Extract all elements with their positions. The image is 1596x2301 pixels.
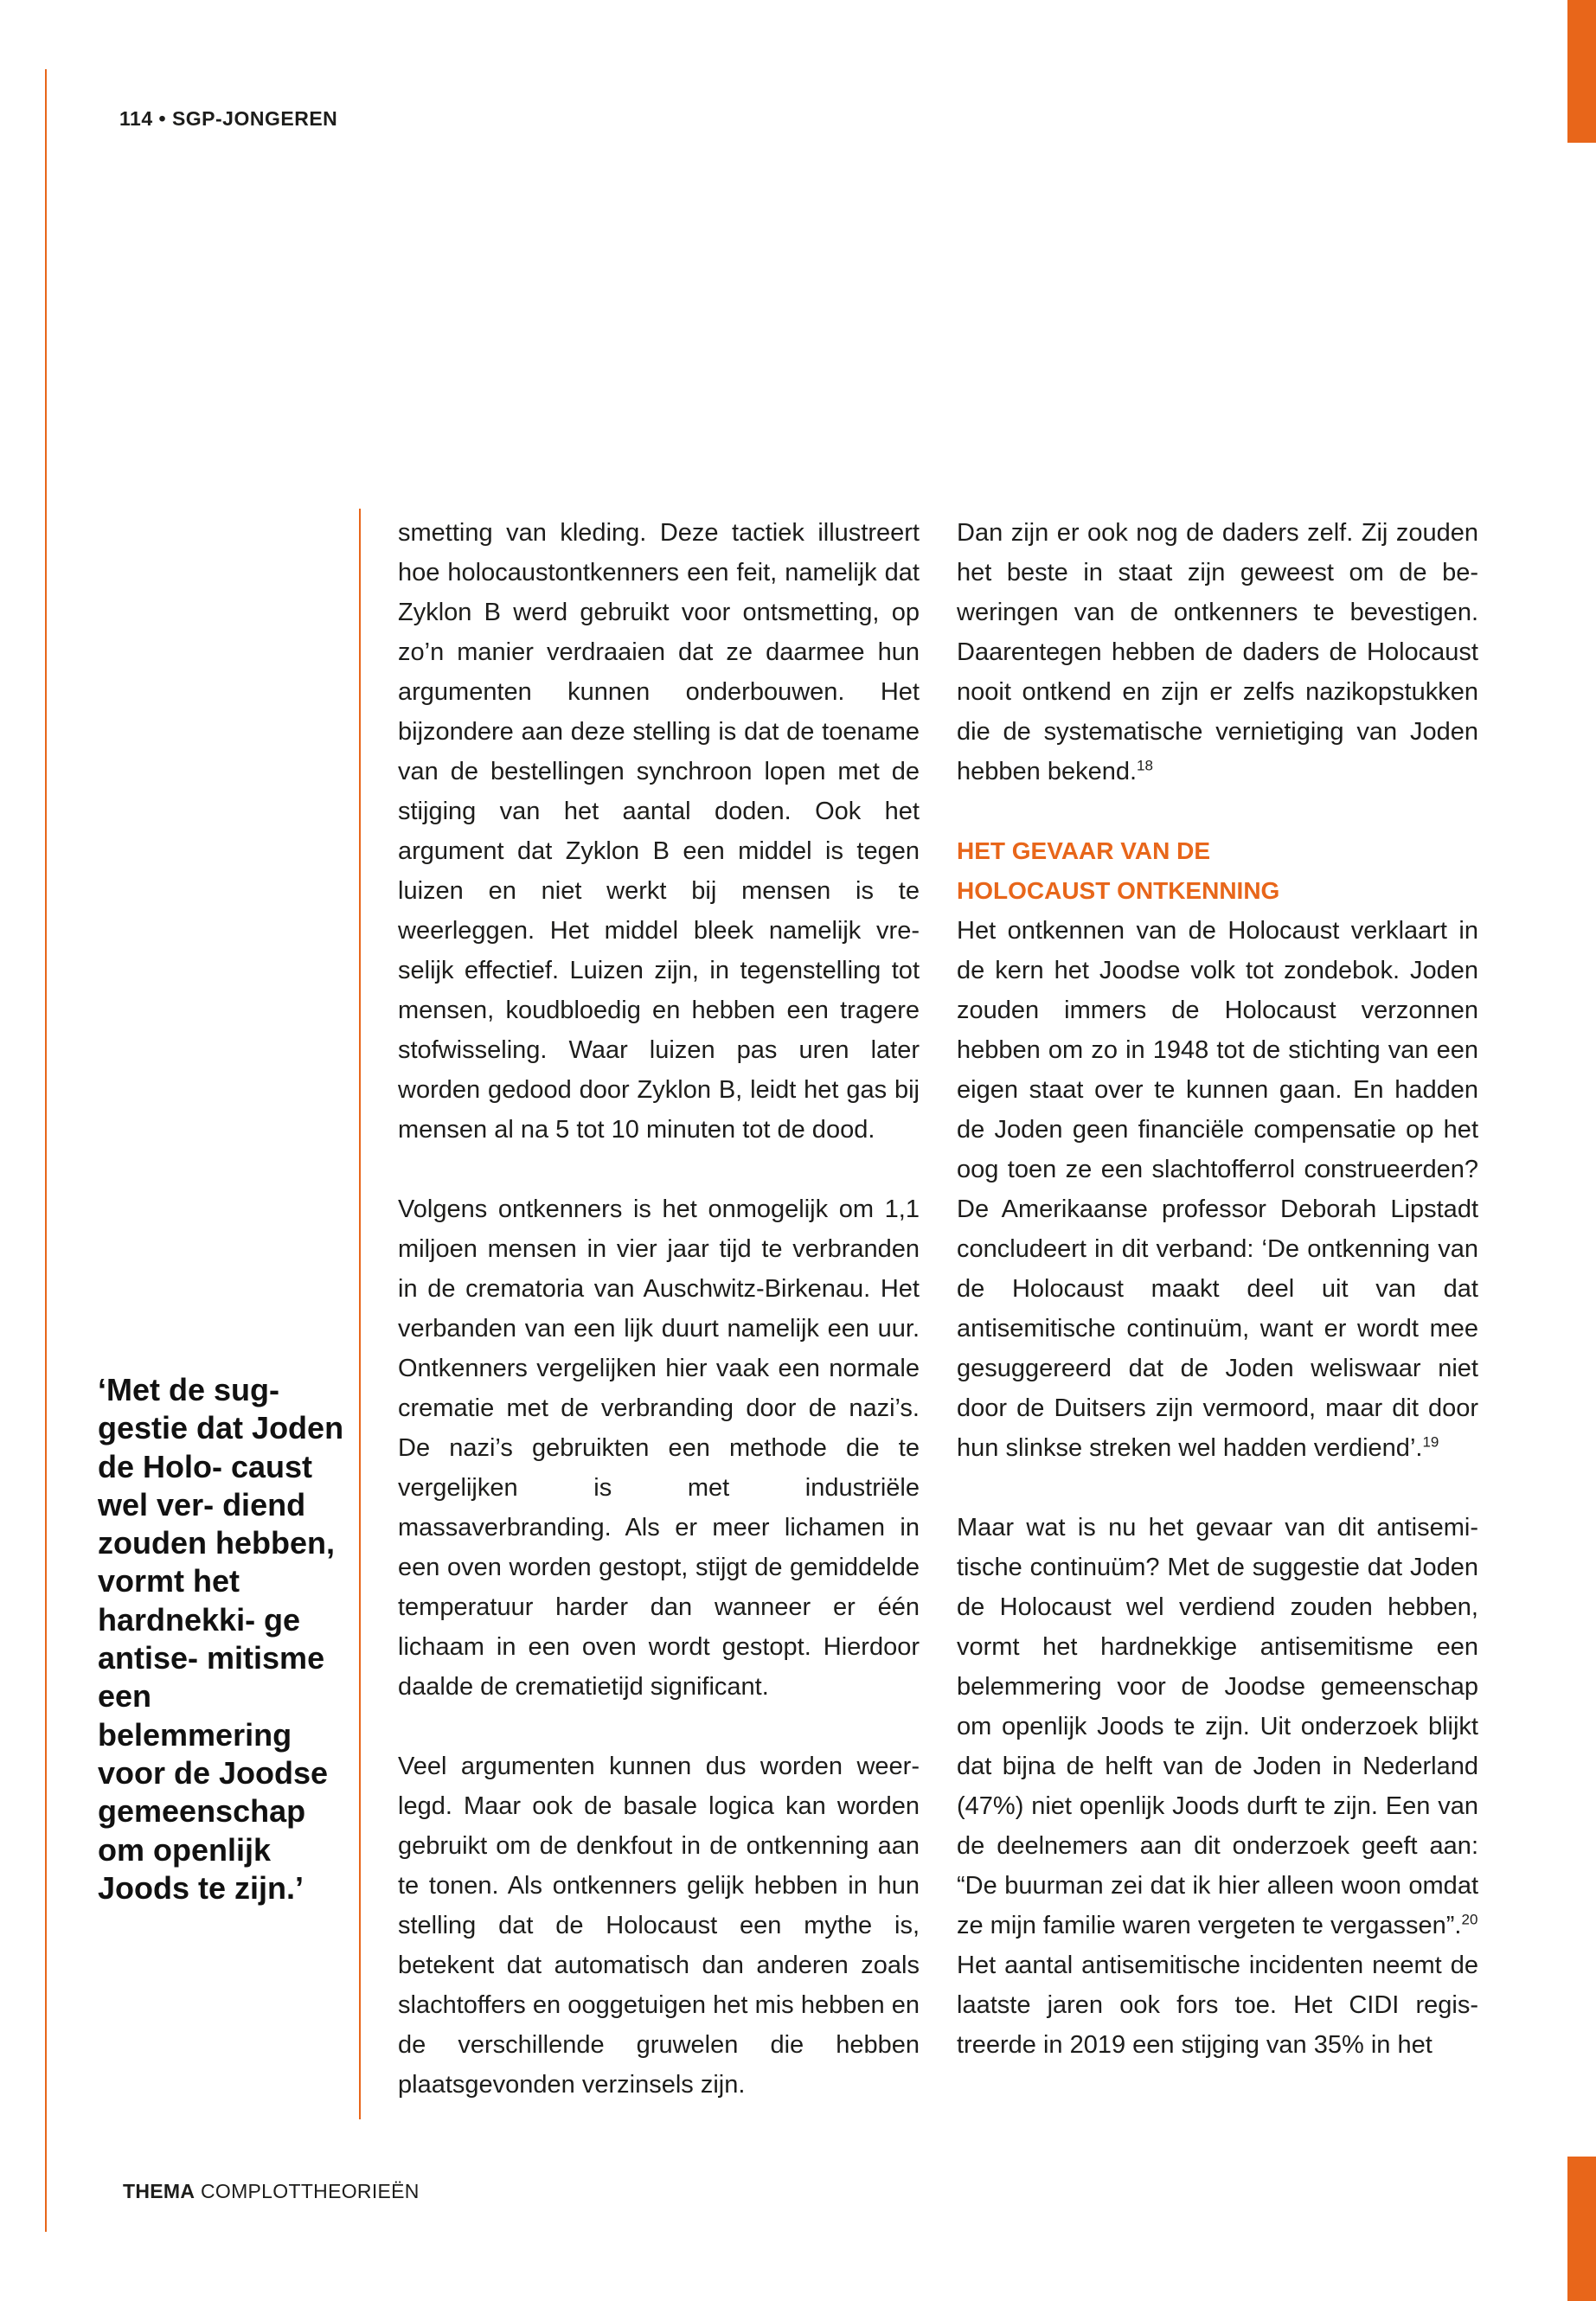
text-column-right	[957, 513, 1478, 2065]
footer-label: COMPLOTTHEORIEËN	[200, 2180, 420, 2202]
footnote-ref: 20	[1461, 1911, 1478, 1928]
running-footer	[123, 2180, 420, 2203]
publication-name: SGP-JONGEREN	[171, 107, 338, 130]
margin-rule	[45, 69, 47, 2232]
body-paragraph	[957, 911, 1478, 1468]
text-column-left	[398, 513, 920, 2105]
orange-edge-tab-top	[1567, 0, 1596, 143]
footnote-ref: 19	[1422, 1433, 1439, 1451]
body-paragraph	[957, 513, 1478, 792]
page-number: 114	[119, 107, 153, 130]
header-separator: •	[158, 107, 167, 130]
pull-quote: ‘Met de sug- gestie dat Joden de Holo- caust wel ver- diend zouden hebben, vormt het hardnekki- ge antise- mitisme een belemmering voor de Joodse gemeenschap om openlijk Joods te zijn.’	[98, 1372, 344, 1906]
section-heading-line: HET GEVAAR VAN DE	[957, 837, 1210, 864]
paragraph-text: Dan zijn er ook nog de daders zelf. Zij zouden het beste in staat zijn geweest om de beweringen van de ontkenners te bevestigen. Daarentegen hebben de daders de Holocaust nooit ontkend en zijn er zelfs nazikopstukken die de systematische vernietiging van Joden hebben bekend.	[957, 519, 1478, 785]
paragraph-text: Maar wat is nu het gevaar van dit antisemitische continuüm? Met de suggestie dat Joden de Holocaust wel verdiend zouden hebben, vormt het hardnekkige antisemitisme een belemmering voor de Joodse gemeenschap om openlijk Joods te zijn. Uit onderzoek blijkt dat bijna de helft van de Joden in Nederland (47%) niet openlijk Joods durft te zijn. Een van de deelnemers aan dit onderzoek geeft aan: “De buurman zei dat ik hier alleen woon omdat ze mijn familie waren vergeten te vergassen”.	[957, 1514, 1478, 1939]
column-divider	[359, 509, 361, 2119]
body-paragraph: Volgens ontkenners is het onmogelijk om 1,1 miljoen mensen in vier jaar tijd te verbranden in de crematoria van Auschwitz-Birkenau. Het verbanden van een lijk duurt namelijk een uur. Ontkenners vergelijken hier vaak een normale crematie met de verbranding door de nazi’s. De nazi’s gebruikten een methode die te vergelijken is met industriële massaverbranding. Als er meer lichamen in een oven worden gestopt, stijgt de gemiddelde temperatuur harder dan wanneer er één lichaam in een oven wordt gestopt. Hierdoor daalde de crematietijd significant.	[398, 1195, 920, 1701]
running-header	[119, 107, 337, 131]
section-heading-line: HOLOCAUST ONTKENNING	[957, 877, 1280, 904]
body-paragraph: Het aantal antisemitische incidenten neemt de laatste jaren ook fors toe. Het CIDI registreerde in 2019 een stijging van 35% in het	[957, 1952, 1478, 2059]
footer-label-bold: THEMA	[123, 2180, 195, 2202]
orange-edge-tab-bottom	[1567, 2157, 1596, 2301]
paragraph-text: Het ontkennen van de Holocaust verklaart in de kern het Joodse volk tot zondebok. Joden zouden immers de Holocaust verzonnen hebben om zo in 1948 tot de stichting van een eigen staat over te kunnen gaan. En hadden de Joden geen financiële compensatie op het oog toen ze een slachtofferrol construeerden? De Amerikaanse professor Deborah Lipstadt concludeert in dit verband: ‘De ontkenning van de Holocaust maakt deel uit van dat antisemitische continuüm, want er wordt mee gesuggereerd dat de Joden weliswaar niet door de Duitsers zijn vermoord, maar dit door hun slinkse streken wel hadden verdiend’.	[957, 917, 1478, 1462]
body-paragraph: smetting van kleding. Deze tactiek illustreert hoe holocaustontkenners een feit, namelijk dat Zyklon B werd gebruikt voor ontsmetting, op zo’n manier verdraaien dat ze daarmee hun argumenten kunnen onderbouwen. Het bijzondere aan deze stelling is dat de toename van de bestellingen synchroon lopen met de stijging van het aantal doden. Ook het argument dat Zyklon B een middel is tegen luizen en niet werkt bij mensen is te weerleggen. Het middel bleek namelijk vreselijk effectief. Luizen zijn, in tegenstelling tot mensen, koudbloedig en hebben een tragere stofwisseling. Waar luizen pas uren later worden gedood door Zyklon B, leidt het gas bij mensen al na 5 tot 10 minuten tot de dood.	[398, 519, 920, 1144]
body-paragraph: Veel argumenten kunnen dus worden weerlegd. Maar ook de basale logica kan worden gebruikt om de denkfout in de ontkenning aan te tonen. Als ontkenners gelijk hebben in hun stelling dat de Holocaust een mythe is, betekent dat automatisch dan anderen zoals slachtoffers en ooggetuigen het mis hebben en de verschillende gruwelen die hebben plaatsgevonden verzinsels zijn.	[398, 1753, 920, 2099]
section-heading	[957, 831, 1478, 911]
body-paragraph	[957, 1508, 1478, 1945]
footnote-ref: 18	[1137, 757, 1153, 774]
